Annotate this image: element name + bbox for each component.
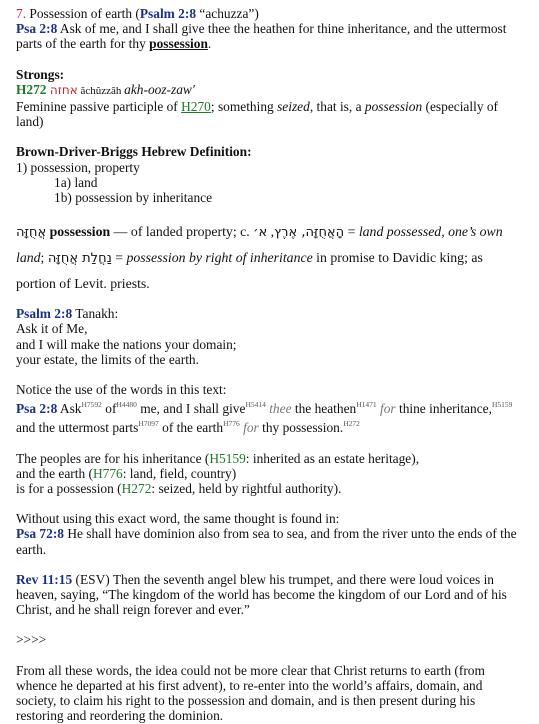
verse-ref[interactable]: Psa 2:8 [16,401,58,417]
conclusion-paragraph: From all these words, the idea could not be more clear that Christ returns to earth (from whence he departed at his first advent), to re-enter into the world’s affairs, domain, and society, to claim his right to the possession and domain, and is then present during his restoring and reordering the dominion. [16,662,485,724]
notice-intro: Notice the use of the words in this text: [16,382,227,398]
verse-ref[interactable]: Psa 2:8 [16,21,58,37]
verse-ref[interactable]: Rev 11:15 [16,571,73,587]
strongs-definition: Feminine passive participle of H270; something seized, that is, a possession (especially of land) [16,99,499,130]
verse-ref[interactable]: Psalm 2:8 [16,306,73,322]
without-intro: Without using this exact word, the same thought is found in: [16,511,340,527]
verse-rev-11-15: Rev 11:15 (ESV) Then the seventh angel blew his trumpet, and there were loud voices in heaven, saying, “The kingdom of the world has become the kingdom of our Lord and of his Christ, and he shall reign forever and ever.” [16,571,507,618]
tanakh-heading: Psalm 2:8 Tanakh: [16,306,119,322]
bdb-line-1a: 1a) land [54,174,98,190]
tanakh-line-3: your estate, the limits of the earth. [16,351,199,367]
pronunciation: akh-ooz-zaw' [124,81,195,97]
peoples-line-1: The peoples are for his inheritance (H5159: inherited as an estate heritage), [16,450,420,466]
strongs-link-h270[interactable]: H270 [181,99,211,115]
peoples-line-2: and the earth (H776: land, field, country) [16,465,237,481]
tanakh-line-1: Ask it of Me, [16,321,88,337]
separator: >>>> [16,632,47,648]
verse-ref-link[interactable]: Psalm 2:8 [139,6,197,21]
bdb-line-1b: 1b) possession by inheritance [54,190,213,206]
key-word: possession [149,36,208,52]
verse-psa-2-8: Psa 2:8 Ask of me, and I shall give thee the heathen for thine inheritance, and the uttermost parts of the earth for thy possession. [16,21,507,52]
lexicon-entry: אֲחֻזָּה possession — of landed property; c. הָאֲחֻזָּה, אֶרֶץ, א׳ = land possessed, one’s own land; נַחֲלַת אֲחֻזָּה = possession by right of inheritance in promise to Davidic king; as portion of Levit. priests. [16,224,503,292]
strongs-entry: H272 אחזה ăchûzzâh akh-ooz-zaw' [16,81,195,97]
verse-psa-72-8: Psa 72:8 He shall have dominion also from sea to sea, and from the river unto the ends of the earth. [16,526,517,557]
tanakh-line-2: and I will make the nations your domain; [16,336,237,352]
hebrew-word: אחזה [49,82,78,97]
verse-ref[interactable]: Psa 72:8 [16,526,64,542]
section-heading: 7. Possession of earth (Psalm 2:8 “achuzza”) [16,6,259,21]
notice-verse: Psa 2:8 Ask$^{H7592}$ $of^{H4480}$ me, and I shall give$^{H5414}$ thee the heathen$^{H1471}$ for thine inheritance,$^{H5159}$ and the uttermost parts$^{H7097}$ of the earth$^{H776}$ for thy possession.$^{H272}$ [16,400,513,436]
bdb-title: Brown-Driver-Briggs Hebrew Definition: [16,144,252,160]
peoples-line-3: is for a possession (H272: seized, held by rightful authority). [16,481,342,497]
bdb-line-1: 1) possession, property [16,159,140,175]
strongs-code[interactable]: H272 [16,81,47,97]
section-number: 7. [16,6,27,21]
strongs-title: Strongs: [16,66,65,82]
